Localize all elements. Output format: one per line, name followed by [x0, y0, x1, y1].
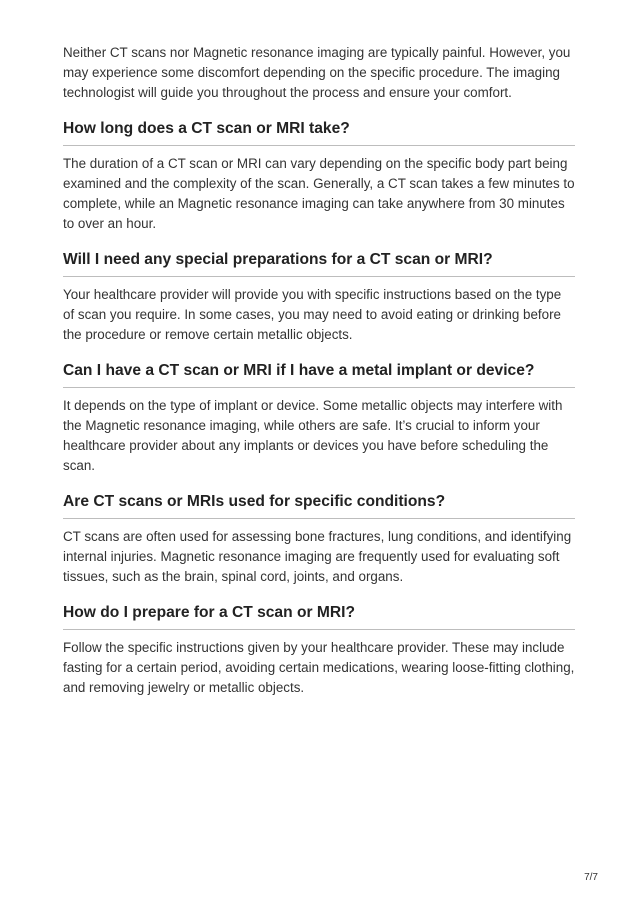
faq-question: Are CT scans or MRIs used for specific conditions? [63, 492, 575, 519]
faq-answer: It depends on the type of implant or device. Some metallic objects may interfere with the Magnetic resonance imaging, while others are safe. It’s crucial to inform your healthcare provider about any implants or devices you have before scheduling the scan. [63, 398, 563, 473]
faq-answer: Follow the specific instructions given by your healthcare provider. These may include fasting for a certain period, avoiding certain medications, wearing loose-fitting clothing, and removing jewelry or metallic objects. [63, 640, 575, 695]
intro-paragraph: Neither CT scans nor Magnetic resonance imaging are typically painful. However, you may experience some discomfort depending on the specific procedure. The imaging technologist will guide you throughout the process and ensure your comfort. [63, 45, 571, 100]
faq-question: How long does a CT scan or MRI take? [63, 119, 575, 146]
page-number: 7/7 [584, 872, 598, 883]
faq-question: Will I need any special preparations for a CT scan or MRI? [63, 250, 575, 277]
faq-item [63, 361, 575, 476]
faq-answer: The duration of a CT scan or MRI can vary depending on the specific body part being examined and the complexity of the scan. Generally, a CT scan takes a few minutes to complete, while an Magnetic resonance imaging can take anywhere from 30 minutes to over an hour. [63, 156, 575, 231]
faq-item [63, 119, 575, 234]
faq-answer: Your healthcare provider will provide you with specific instructions based on the type of scan you require. In some cases, you may need to avoid eating or drinking before the procedure or remove certain metallic objects. [63, 287, 562, 342]
faq-item [63, 492, 575, 587]
faq-item [63, 250, 575, 345]
faq-question: Can I have a CT scan or MRI if I have a metal implant or device? [63, 361, 575, 388]
faq-item [63, 603, 575, 698]
document-body [63, 43, 575, 698]
faq-answer: CT scans are often used for assessing bone fractures, lung conditions, and identifying internal injuries. Magnetic resonance imaging are frequently used for evaluating soft tissues, such as the brain, spinal cord, joints, and organs. [63, 529, 572, 584]
faq-question: How do I prepare for a CT scan or MRI? [63, 603, 575, 630]
